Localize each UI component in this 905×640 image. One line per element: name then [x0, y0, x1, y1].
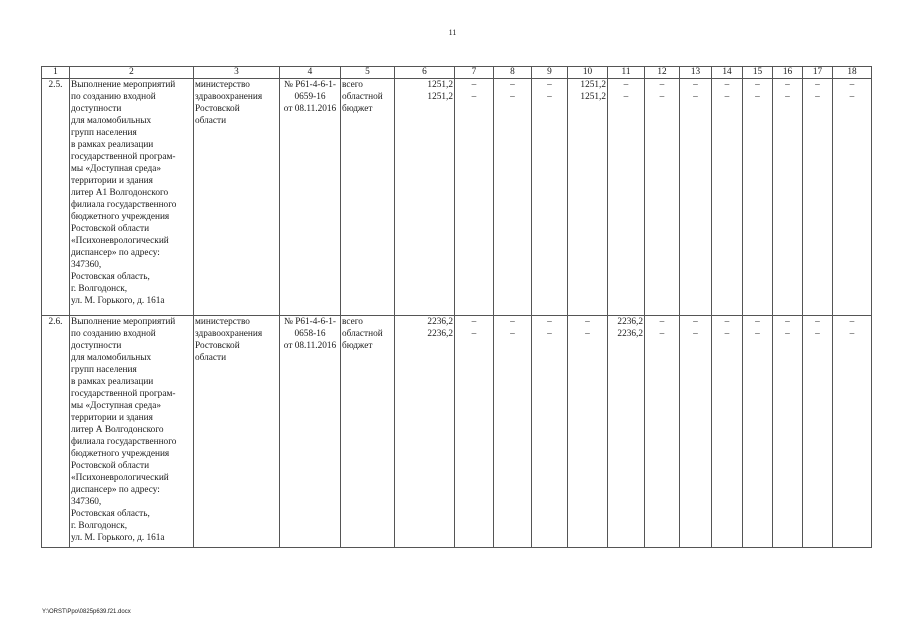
value-line: – [693, 317, 698, 327]
executor-line: Ростовской [195, 104, 240, 114]
value-line: – [471, 92, 477, 102]
value-line: – [693, 92, 698, 102]
description-line: Выполнение мероприятий [71, 80, 176, 90]
executor-line: здравоохранения [195, 329, 263, 339]
value-cell [494, 316, 532, 548]
executor-line: министерство [195, 317, 250, 327]
funding-source-line: областной [342, 92, 383, 102]
header-cell: 11 [608, 67, 645, 79]
value-line: 1251,2 [580, 92, 606, 102]
value-cell [833, 316, 872, 548]
value-line: – [659, 329, 665, 339]
value-cell [395, 79, 455, 316]
description-line: литер А Волгодонского [71, 425, 164, 435]
value-cell [712, 79, 743, 316]
value-cell [803, 79, 833, 316]
description-line: мы «Доступная среда» [71, 164, 161, 174]
funding-source-cell [341, 79, 395, 316]
page-number: 11 [448, 28, 457, 37]
value-line: – [724, 80, 730, 90]
description-line: государственной програм- [71, 389, 176, 399]
funding-source-line: всего [342, 80, 363, 90]
value-line: – [755, 92, 760, 102]
value-line: – [724, 329, 730, 339]
description-line: «Психоневрологический [71, 473, 169, 483]
value-line: – [585, 317, 590, 327]
description-line: бюджетного учреждения [71, 212, 170, 222]
value-line: – [547, 329, 552, 339]
description-line: по созданию входной [71, 329, 156, 339]
value-cell [608, 79, 645, 316]
value-line: 1251,2 [427, 80, 453, 90]
value-line: – [510, 317, 515, 327]
description-line: Ростовской области [71, 461, 150, 471]
funding-source-line: областной [342, 329, 383, 339]
value-line: – [785, 329, 790, 339]
value-line: – [755, 80, 760, 90]
header-cell: 5 [341, 67, 395, 79]
header-cell: 2 [70, 67, 194, 79]
value-cell [712, 316, 743, 548]
description-line: диспансер» по адресу: [71, 485, 160, 495]
description-line: в рамках реализации [71, 140, 154, 150]
value-line: – [547, 80, 552, 90]
value-line: – [623, 92, 629, 102]
description-line: г. Волгодонск, [71, 521, 128, 531]
description-line: Выполнение мероприятий [71, 317, 176, 327]
event-description [70, 316, 194, 548]
value-cell [680, 79, 712, 316]
header-cell: 15 [743, 67, 773, 79]
description-line: доступности [71, 104, 122, 114]
value-line: – [623, 80, 629, 90]
value-line: – [510, 80, 515, 90]
row-number-text: 2.6. [48, 317, 63, 327]
table-row [42, 316, 872, 548]
value-line: – [471, 329, 477, 339]
value-line: – [785, 92, 790, 102]
description-line: диспансер» по адресу: [71, 248, 160, 258]
description-line: филиала государственного [71, 200, 177, 210]
value-line: – [815, 329, 820, 339]
table-body [42, 79, 872, 548]
header-row [42, 67, 872, 79]
value-line: – [693, 329, 698, 339]
value-cell [395, 316, 455, 548]
header-cell: 13 [680, 67, 712, 79]
value-cell [833, 79, 872, 316]
value-line: – [659, 317, 665, 327]
description-line: 347360, [71, 497, 102, 507]
description-line: по созданию входной [71, 92, 156, 102]
value-line: 2236,2 [617, 329, 643, 339]
description-line: г. Волгодонск, [71, 284, 128, 294]
description-line: ул. М. Горького, д. 161а [71, 533, 165, 543]
description-line: для маломобильных [71, 116, 152, 126]
value-line: – [785, 80, 790, 90]
value-line: – [547, 92, 552, 102]
value-line: – [659, 92, 665, 102]
value-cell [743, 79, 773, 316]
description-line: групп населения [71, 128, 137, 138]
executor-line: министерство [195, 80, 250, 90]
value-line: – [755, 317, 760, 327]
value-cell [645, 79, 680, 316]
funding-source-line: бюджет [342, 341, 373, 351]
value-cell [803, 316, 833, 548]
funding-source-cell [341, 316, 395, 548]
value-line: 1251,2 [427, 92, 453, 102]
row-number-text: 2.5. [48, 80, 63, 90]
value-line: – [724, 92, 730, 102]
funding-source-line: бюджет [342, 104, 373, 114]
contract-line: 0658-16 [294, 329, 326, 339]
description-line: территории и здания [71, 413, 153, 423]
program-table [41, 66, 872, 548]
description-line: территории и здания [71, 176, 153, 186]
description-line: «Психоневрологический [71, 236, 169, 246]
description-line: бюджетного учреждения [71, 449, 170, 459]
value-cell [773, 316, 803, 548]
description-line: мы «Доступная среда» [71, 401, 161, 411]
executor-line: Ростовской [195, 341, 240, 351]
funding-source-line: всего [342, 317, 363, 327]
value-cell [568, 316, 608, 548]
value-line: – [755, 329, 760, 339]
description-line: в рамках реализации [71, 377, 154, 387]
value-line: – [815, 80, 820, 90]
description-line: Ростовская область, [71, 272, 150, 282]
value-line: – [849, 80, 855, 90]
value-line: 2236,2 [617, 317, 643, 327]
header-cell: 4 [280, 67, 341, 79]
header-cell: 16 [773, 67, 803, 79]
value-line: – [785, 317, 790, 327]
value-cell [568, 79, 608, 316]
description-line: филиала государственного [71, 437, 177, 447]
value-line: – [510, 329, 515, 339]
executor-line: области [195, 116, 227, 126]
header-cell: 18 [833, 67, 872, 79]
header-cell: 1 [42, 67, 70, 79]
header-cell: 12 [645, 67, 680, 79]
description-line: доступности [71, 341, 122, 351]
value-cell [773, 79, 803, 316]
value-line: – [693, 80, 698, 90]
contract-cell [280, 316, 341, 548]
value-cell [645, 316, 680, 548]
value-line: – [659, 80, 665, 90]
contract-line: от 08.11.2016 [283, 341, 337, 351]
contract-cell [280, 79, 341, 316]
description-line: государственной програм- [71, 152, 176, 162]
header-cell: 14 [712, 67, 743, 79]
description-line: литер А1 Волгодонского [71, 188, 169, 198]
value-line: – [849, 92, 855, 102]
file-path-footer: Y:\ORST\Ppo\0825p639.f21.docx [42, 609, 131, 615]
value-cell [532, 316, 568, 548]
value-cell [455, 79, 494, 316]
value-line: – [510, 92, 515, 102]
event-description [70, 79, 194, 316]
value-line: – [815, 92, 820, 102]
table-row [42, 79, 872, 316]
executor-line: области [195, 353, 227, 363]
value-cell [608, 316, 645, 548]
value-cell [494, 79, 532, 316]
value-cell [532, 79, 568, 316]
header-cell: 8 [494, 67, 532, 79]
value-line: 2236,2 [427, 317, 453, 327]
value-line: – [849, 329, 855, 339]
value-line: – [849, 317, 855, 327]
contract-line: 0659-16 [294, 92, 326, 102]
value-line: 2236,2 [427, 329, 453, 339]
value-line: – [471, 317, 477, 327]
value-cell [743, 316, 773, 548]
description-line: ул. М. Горького, д. 161а [71, 296, 165, 306]
contract-line: от 08.11.2016 [283, 104, 337, 114]
value-cell [680, 316, 712, 548]
value-line: – [724, 317, 730, 327]
row-number [42, 79, 70, 316]
value-line: – [471, 80, 477, 90]
description-line: для маломобильных [71, 353, 152, 363]
description-line: Ростовской области [71, 224, 150, 234]
value-line: 1251,2 [580, 80, 606, 90]
row-number [42, 316, 70, 548]
executor-cell [194, 79, 280, 316]
value-cell [455, 316, 494, 548]
header-cell: 9 [532, 67, 568, 79]
header-cell: 7 [455, 67, 494, 79]
description-line: 347360, [71, 260, 102, 270]
contract-line: № Р61-4-6-1- [284, 317, 336, 327]
executor-line: здравоохранения [195, 92, 263, 102]
value-line: – [815, 317, 820, 327]
description-line: групп населения [71, 365, 137, 375]
header-cell: 6 [395, 67, 455, 79]
description-line: Ростовская область, [71, 509, 150, 519]
value-line: – [547, 317, 552, 327]
header-cell: 17 [803, 67, 833, 79]
value-line: – [585, 329, 590, 339]
contract-line: № Р61-4-6-1- [284, 80, 336, 90]
header-cell: 10 [568, 67, 608, 79]
header-cell: 3 [194, 67, 280, 79]
executor-cell [194, 316, 280, 548]
